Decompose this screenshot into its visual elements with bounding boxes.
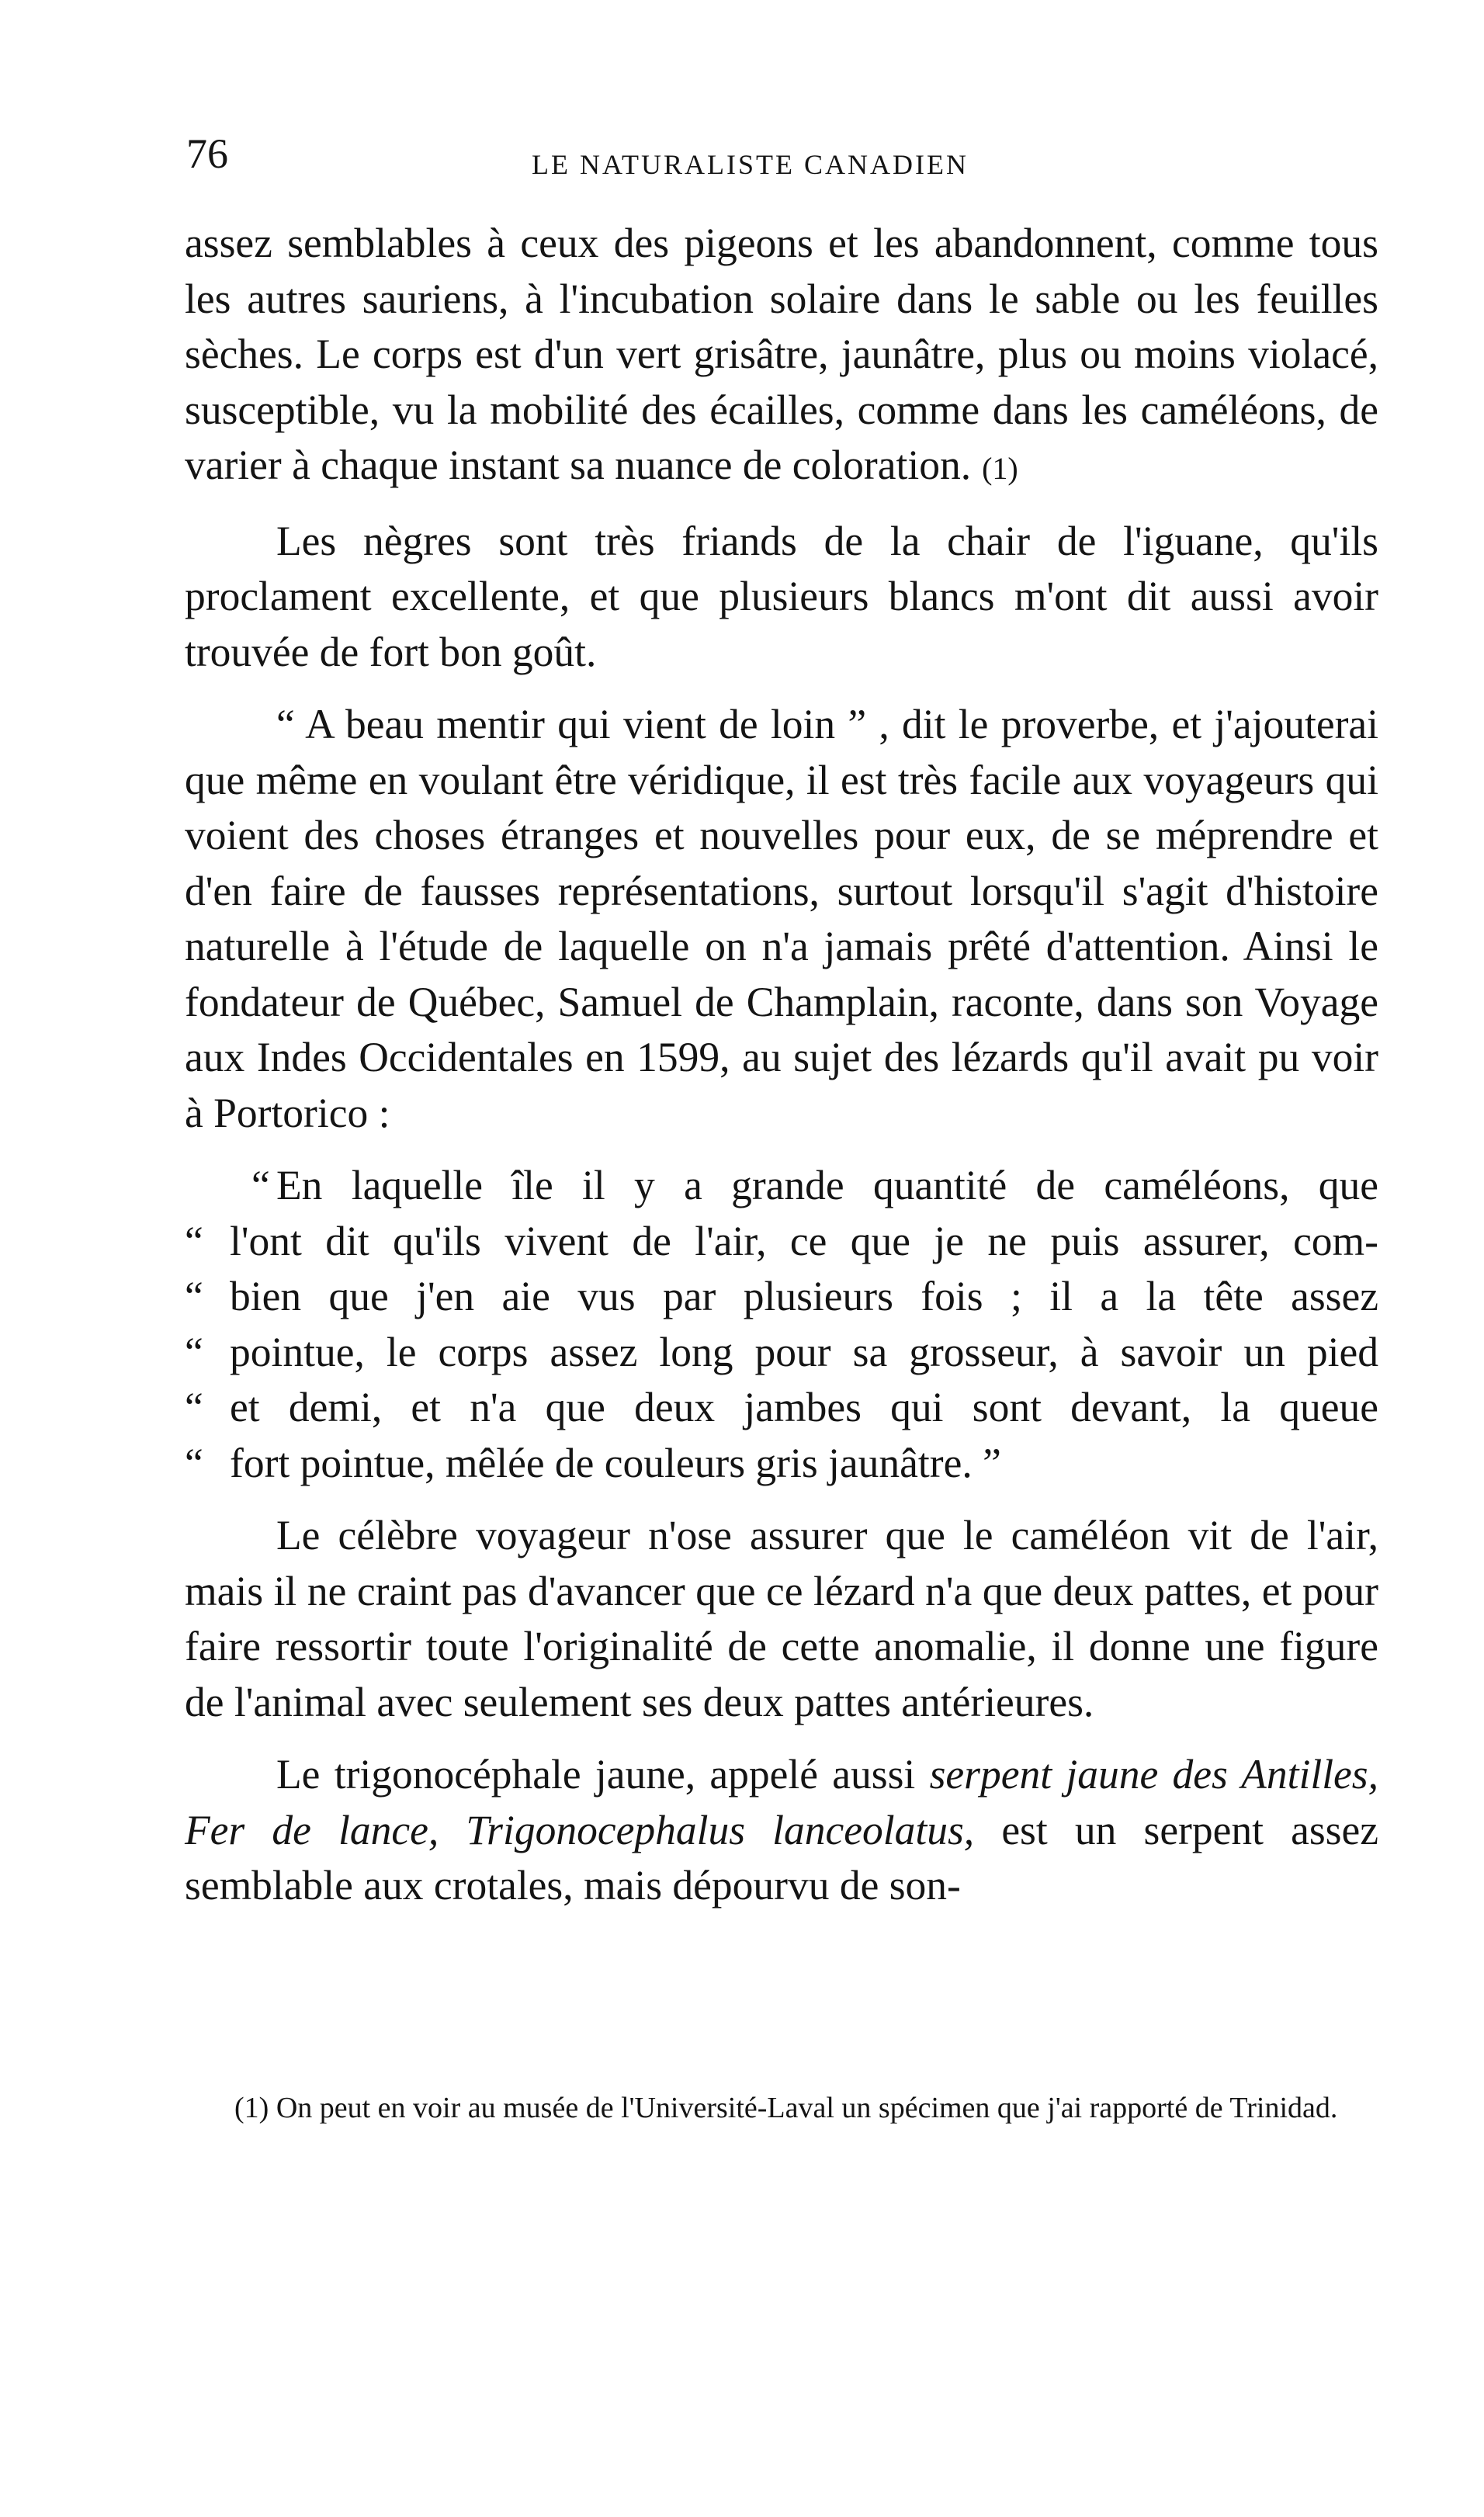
footnote-text: On peut en voir au musée de l'Université-Laval un spécimen que j'ai rapporté de Trinidad. bbox=[276, 2092, 1338, 2124]
quote-line bbox=[185, 1325, 1378, 1381]
main-text bbox=[185, 216, 1378, 1914]
page-header bbox=[186, 130, 1382, 192]
quote-mark: “ bbox=[185, 1439, 203, 1486]
footnote-paragraph bbox=[185, 2091, 1378, 2125]
paragraph-5-species-names: serpent jaune des Antilles, Fer de lance, Trigonocephalus lanceolatus, bbox=[185, 1751, 1379, 1853]
quote-mark: “ bbox=[185, 1384, 203, 1430]
paragraph-5-end: est un serpent assez semblable aux crotales, mais dépourvu de son- bbox=[185, 1806, 1378, 1909]
quote-line bbox=[185, 1380, 1378, 1436]
footnote-reference: (1) bbox=[982, 451, 1018, 486]
quote-line-text: pointue, le corps assez long pour sa grosseur, à savoir un pied bbox=[230, 1328, 1378, 1375]
quote-line bbox=[185, 1269, 1378, 1325]
quote-mark: “ bbox=[185, 1217, 203, 1264]
paragraph-3: “ A beau mentir qui vient de loin ” , dit le proverbe, et j'ajouterai que même en voulant être véridique, il est très facile aux voyageurs qui voient des choses étranges et nouvelles pour eux, de se méprendre et d'en faire de fausses représentations, surtout lorsqu'il s'agit d'histoire naturelle à l'étude de laquelle on n'a jamais prêté d'attention. Ainsi le fondateur de Québec, Samuel de Champlain, raconte, dans son Voyage aux Indes Occidentales en 1599, au sujet des lézards qu'il avait pu voir à Portorico : bbox=[185, 701, 1378, 1136]
footnote bbox=[185, 2091, 1378, 2125]
quote-line-text: l'ont dit qu'ils vivent de l'air, ce que je ne puis assurer, com- bbox=[230, 1217, 1378, 1264]
page-number: 76 bbox=[186, 130, 228, 177]
paragraph-1-text: assez semblables à ceux des pigeons et les abandonnent, comme tous les autres sauriens, à l'incubation solaire dans le sable ou les feuilles sèches. Le corps est d'un vert grisâtre, jaunâtre, plus ou moins violacé, susceptible, vu la mobilité des écailles, comme dans les caméléons, de varier à chaque instant sa nuance de coloration. bbox=[185, 220, 1378, 488]
quote-mark: “ bbox=[251, 1162, 270, 1208]
paragraph-2: Les nègres sont très friands de la chair de l'iguane, qu'ils proclament excellente, et que plusieurs blancs m'ont dit aussi avoir trouvée de fort bon goût. bbox=[185, 517, 1378, 675]
quote-mark: “ bbox=[185, 1273, 203, 1319]
footnote-marker: (1) bbox=[234, 2092, 269, 2124]
quote-line bbox=[185, 1214, 1378, 1270]
paragraph-4: Le célèbre voyageur n'ose assurer que le caméléon vit de l'air, mais il ne craint pas d'avancer que ce lézard n'a que deux pattes, et pour faire ressortir toute l'originalité de cette anomalie, il donne une figure de l'animal avec seulement ses deux pattes antérieures. bbox=[185, 1512, 1378, 1725]
paragraph-5 bbox=[185, 1747, 1378, 1914]
quote-line-text: fort pointue, mêlée de couleurs gris jaunâtre. ” bbox=[230, 1439, 1001, 1486]
running-title: LE NATURALISTE CANADIEN bbox=[532, 149, 969, 180]
paragraph-1 bbox=[185, 216, 1378, 497]
quote-mark: “ bbox=[185, 1328, 203, 1375]
quote-line-text: En laquelle île il y a grande quantité de caméléons, que bbox=[276, 1162, 1378, 1208]
quote-line-text: bien que j'en aie vus par plusieurs fois ; il a la tête assez bbox=[230, 1273, 1378, 1319]
paragraph-5-start: Le trigonocéphale jaune, appelé aussi bbox=[276, 1751, 916, 1798]
quote-line bbox=[185, 1158, 1378, 1214]
quote-line-text: et demi, et n'a que deux jambes qui sont devant, la queue bbox=[230, 1384, 1378, 1430]
champlain-quotation bbox=[185, 1158, 1378, 1491]
quote-line bbox=[185, 1436, 1378, 1492]
